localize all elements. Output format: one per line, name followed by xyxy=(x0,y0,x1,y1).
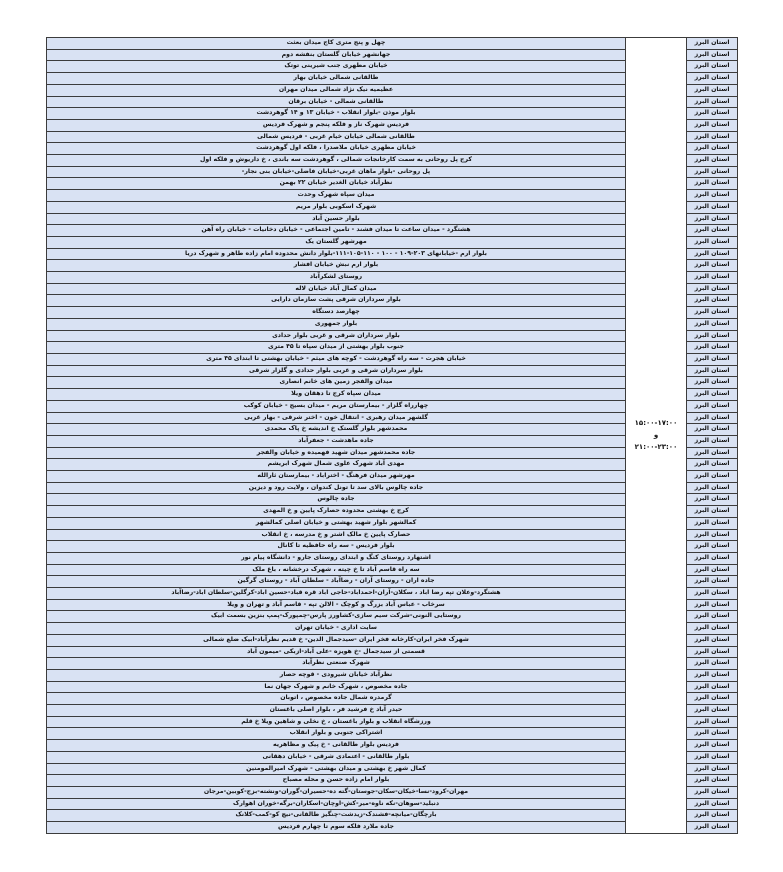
province-cell: استان البرز xyxy=(687,96,738,108)
province-cell: استان البرز xyxy=(687,634,738,646)
area-cell: طالقانی شمالی خیابان بهار xyxy=(47,73,626,85)
area-cell: میدان والفجر زمین های خانم انصاری xyxy=(47,377,626,389)
area-cell: قسمتی از سیدجمال -خ هویزه -علی آباد-ازبکی -میمون آباد xyxy=(47,646,626,658)
time-slot-cell xyxy=(626,38,687,834)
area-cell: سایت اداری - خیابان تهران xyxy=(47,623,626,635)
area-cell: شهرک صنعتی نظرآباد xyxy=(47,658,626,670)
outage-table xyxy=(46,37,738,834)
province-cell: استان البرز xyxy=(687,541,738,553)
province-cell: استان البرز xyxy=(687,307,738,319)
province-cell: استان البرز xyxy=(687,564,738,576)
area-cell: نظرآباد خیابان شیرودی - قوچه حصار xyxy=(47,669,626,681)
province-cell: استان البرز xyxy=(687,49,738,61)
province-cell: استان البرز xyxy=(687,599,738,611)
area-cell: اشتراکی جنوبی و بلوار انقلاب xyxy=(47,728,626,740)
area-cell: خیابان مطهری خیابان ملاصدرا ، فلکه اول گوهردشت xyxy=(47,143,626,155)
province-cell: استان البرز xyxy=(687,716,738,728)
area-cell: هشتگرد-وعلان تپه رضا اباد ، سکلان-آران-احمداباد-حاجی اباد قره قباد-حسین اباد-کرگلین-سلطان اباد-رضاآباد xyxy=(47,588,626,600)
area-cell: میدان سپاه کرج تا دهقان ویلا xyxy=(47,389,626,401)
province-cell: استان البرز xyxy=(687,740,738,752)
area-cell: ورزشگاه انقلاب و بلوار باغستان ، خ نخلی و شاهین ویلا خ قلم xyxy=(47,716,626,728)
province-cell: استان البرز xyxy=(687,190,738,202)
area-cell: بارچگان-میانچه-فشندک-زیدشت-چنگیز طالقانی-نیچ کو-کمب-کلانک xyxy=(47,810,626,822)
province-cell: استان البرز xyxy=(687,705,738,717)
area-cell: خیابان هجرت - سه راه گوهردشت - کوچه های میثم - خیابان بهشتی تا ابتدای ۴۵ متری xyxy=(47,353,626,365)
area-cell: هشتگرد - میدان ساعت تا میدان فشند - تامین اجتماعی - خیابان دخانیات - خیابان راه آهن xyxy=(47,225,626,237)
time-slot-line3: ۲۱:۰۰-۲۳:۰۰ xyxy=(634,443,678,452)
province-cell: استان البرز xyxy=(687,166,738,178)
province-cell: استان البرز xyxy=(687,459,738,471)
province-cell: استان البرز xyxy=(687,798,738,810)
area-cell: بلوار سرداران شرقی و غربی بلوار حدادی xyxy=(47,330,626,342)
province-cell: استان البرز xyxy=(687,400,738,412)
province-cell: استان البرز xyxy=(687,155,738,167)
area-cell: جاده اران - روستای آران - رضاآباد - سلطان آباد - روستای گرگین xyxy=(47,576,626,588)
outage-table-body xyxy=(47,38,738,834)
area-cell: روستای لشکرآباد xyxy=(47,272,626,284)
area-cell: جاده ماهدشت - جعفرآباد xyxy=(47,435,626,447)
area-cell: جاده محمدشهر میدان شهید فهمیده و خیابان والفجر xyxy=(47,447,626,459)
area-cell: مهدی آباد شهرک علوی شمال شهرک ابریشم xyxy=(47,459,626,471)
area-cell: کرج خ بهشتی محدوده حصارک پایین و خ المهدی xyxy=(47,506,626,518)
province-cell: استان البرز xyxy=(687,213,738,225)
province-cell: استان البرز xyxy=(687,201,738,213)
area-cell: جاده مخصوص ، شهرک خانم و شهرک جهان نما xyxy=(47,681,626,693)
province-cell: استان البرز xyxy=(687,178,738,190)
area-cell: جهانشهر خیابان گلستان بنفشه دوم xyxy=(47,49,626,61)
area-cell: طالقانی شمالی - خیابان برقان xyxy=(47,96,626,108)
area-cell: فردیس شهرک ناز و فلکه پنجم و شهرک فردیس xyxy=(47,119,626,131)
province-cell: استان البرز xyxy=(687,330,738,342)
province-cell: استان البرز xyxy=(687,681,738,693)
province-cell: استان البرز xyxy=(687,658,738,670)
area-cell: اشتهارد روستای کنگ و ابتدای روستای جارو - دانشگاه پیام نور xyxy=(47,552,626,564)
province-cell: استان البرز xyxy=(687,669,738,681)
province-cell: استان البرز xyxy=(687,412,738,424)
area-cell: کمالشهر بلوار شهید بهشتی و خیابان اصلی کمالشهر xyxy=(47,517,626,529)
province-cell: استان البرز xyxy=(687,435,738,447)
province-cell: استان البرز xyxy=(687,84,738,96)
area-cell: میدان سپاه شهرک وحدت xyxy=(47,190,626,202)
province-cell: استان البرز xyxy=(687,494,738,506)
area-cell: بلوار ارم -خیابانهای ۲۰۳-۱۰۹ - ۱۰۰ - ۱۱۰-۱۰۵-۱۱۱-بلوار دانش محدوده امام زاده طاهر و شهرک دریا xyxy=(47,248,626,260)
area-cell: بلوار سرداران شرقی و غربی بلوار حدادی و گلزار شرقی xyxy=(47,365,626,377)
area-cell: گلشهر میدان رهبری - انتقال خون - اختر شرقی - بهار غربی xyxy=(47,412,626,424)
province-cell: استان البرز xyxy=(687,552,738,564)
province-cell: استان البرز xyxy=(687,131,738,143)
area-cell: بلوار امام زاده حسن و محله مصباح xyxy=(47,775,626,787)
area-cell: دنبلید-سوهان-نکه ناوه-میر-کش-اوچان-اسکاران-برگه-خوران اهوارک xyxy=(47,798,626,810)
area-cell: کرج پل روحانی به سمت کارخانجات شمالی ، گوهردشت سه باندی ، خ داریوش و فلکه اول xyxy=(47,155,626,167)
province-cell: استان البرز xyxy=(687,260,738,272)
province-cell: استان البرز xyxy=(687,424,738,436)
time-slot-line1: ۱۵:۰۰-۱۷:۰۰ xyxy=(634,419,678,428)
area-cell: محمدشهر بلوار گلستک خ اندیشه خ پاک محمدی xyxy=(47,424,626,436)
area-cell: بلوار فردیس - سه راه حافظیه تا کانال xyxy=(47,541,626,553)
area-cell: مهران-کرود-نسا-خیکان-سکان-جوستان-گته ده-حسیران-گوران-ونشته-بزج-کوبین-مرجان xyxy=(47,787,626,799)
province-cell: استان البرز xyxy=(687,353,738,365)
province-cell: استان البرز xyxy=(687,248,738,260)
area-cell: میدان کمال آباد خیابان لاله xyxy=(47,283,626,295)
province-cell: استان البرز xyxy=(687,61,738,73)
province-cell: استان البرز xyxy=(687,272,738,284)
province-cell: استان البرز xyxy=(687,342,738,354)
province-cell: استان البرز xyxy=(687,728,738,740)
area-cell: کمال شهر خ بهشتی و میدان بهشتی - شهرک امیرالمومنین xyxy=(47,763,626,775)
time-slot-line2: و xyxy=(653,431,659,440)
province-cell: استان البرز xyxy=(687,611,738,623)
area-cell: بلوار حسین آباد xyxy=(47,213,626,225)
province-cell: استان البرز xyxy=(687,529,738,541)
province-cell: استان البرز xyxy=(687,763,738,775)
province-cell: استان البرز xyxy=(687,295,738,307)
area-cell: خیابان مطهری جنب شیرینی توتک xyxy=(47,61,626,73)
area-cell: جاده ملارد فلکه سوم تا چهارم فردیس xyxy=(47,822,626,834)
province-cell: استان البرز xyxy=(687,775,738,787)
area-cell: چهارراه گلزار - بیمارستان مریم - میدان بسیج - خیابان کوکب xyxy=(47,400,626,412)
area-cell: بلوار سرداران شرقی پشت سازمان دارایی xyxy=(47,295,626,307)
area-cell: فردیس بلوار طالقانی - خ پیک و مظاهریه xyxy=(47,740,626,752)
province-cell: استان البرز xyxy=(687,318,738,330)
area-cell: شهرک اسکوبی بلوار مریم xyxy=(47,201,626,213)
area-cell: چهارصد دستگاه xyxy=(47,307,626,319)
province-cell: استان البرز xyxy=(687,506,738,518)
area-cell: طالقانی شمالی خیابان خیام غربی - فردیس شمالی xyxy=(47,131,626,143)
province-cell: استان البرز xyxy=(687,73,738,85)
province-cell: استان البرز xyxy=(687,143,738,155)
area-cell: سه راه قاسم آباد تا خ چیته ، شهرک درخشانه ، باغ ملک xyxy=(47,564,626,576)
province-cell: استان البرز xyxy=(687,517,738,529)
province-cell: استان البرز xyxy=(687,751,738,763)
area-cell: حصارک پایین خ مالک اشتر و خ مدرسه ، خ انقلاب xyxy=(47,529,626,541)
area-cell: روستایی النونی-شرکت سیم سازی-کشاورز پارس-چمپورک-پمپ بنزین بسمت ابیک xyxy=(47,611,626,623)
area-cell: عظیمیه نیک نژاد شمالی میدان مهران xyxy=(47,84,626,96)
province-cell: استان البرز xyxy=(687,471,738,483)
area-cell: بلوار ارم نبش خیابان افشار xyxy=(47,260,626,272)
province-cell: استان البرز xyxy=(687,377,738,389)
area-cell: گرمدره شمال جاده مخصوص ، اتوبان xyxy=(47,693,626,705)
area-cell: مهرشهر میدان فرهنگ - اختراباد - بیمارستان ثارالله xyxy=(47,471,626,483)
province-cell: استان البرز xyxy=(687,623,738,635)
province-cell: استان البرز xyxy=(687,225,738,237)
area-cell: بلوار طالقانی - اعتمادی شرقی - خیابان دهقانی xyxy=(47,751,626,763)
province-cell: استان البرز xyxy=(687,236,738,248)
province-cell: استان البرز xyxy=(687,447,738,459)
table-row xyxy=(47,38,738,50)
province-cell: استان البرز xyxy=(687,576,738,588)
province-cell: استان البرز xyxy=(687,810,738,822)
province-cell: استان البرز xyxy=(687,119,738,131)
area-cell: چهل و پنج متری کاج میدان بعثت xyxy=(47,38,626,50)
area-cell: سرخاب - عباس آباد بزرگ و کوچک - الالن تپه - قاسم آباد و تهران و ویلا xyxy=(47,599,626,611)
province-cell: استان البرز xyxy=(687,693,738,705)
area-cell: بلوار موذن -بلوار انقلاب - خیابان ۱۳ و ۱۴ گوهردشت xyxy=(47,108,626,120)
province-cell: استان البرز xyxy=(687,822,738,834)
province-cell: استان البرز xyxy=(687,482,738,494)
area-cell: حیدر آباد خ فرشید فر ، بلوار اصلی باغستان xyxy=(47,705,626,717)
province-cell: استان البرز xyxy=(687,38,738,50)
province-cell: استان البرز xyxy=(687,283,738,295)
area-cell: مهرشهر گلستان یک xyxy=(47,236,626,248)
province-cell: استان البرز xyxy=(687,389,738,401)
area-cell: بلوار جمهوری xyxy=(47,318,626,330)
area-cell: نظرآباد خیابان الغدیر خیابان ۲۲ بهمن xyxy=(47,178,626,190)
province-cell: استان البرز xyxy=(687,108,738,120)
province-cell: استان البرز xyxy=(687,365,738,377)
province-cell: استان البرز xyxy=(687,787,738,799)
province-cell: استان البرز xyxy=(687,588,738,600)
area-cell: شهرک فخر ایران-کارخانه فخر ایران -سیدجمال الدین- خ قدیم نظرآباد-ابیک ضلع شمالی xyxy=(47,634,626,646)
area-cell: جنوب بلوار بهشتی از میدان سپاه تا ۴۵ متری xyxy=(47,342,626,354)
area-cell: پل روحانی -بلوار ماهان غربی-خیابان فاضلی-خیابان بنی نجار- xyxy=(47,166,626,178)
outage-schedule-document xyxy=(46,37,738,834)
area-cell: جاده چالوس بالای سد تا تونل کندوان ، ولایت رود و دیزین xyxy=(47,482,626,494)
province-cell: استان البرز xyxy=(687,646,738,658)
area-cell: جاده چالوس xyxy=(47,494,626,506)
